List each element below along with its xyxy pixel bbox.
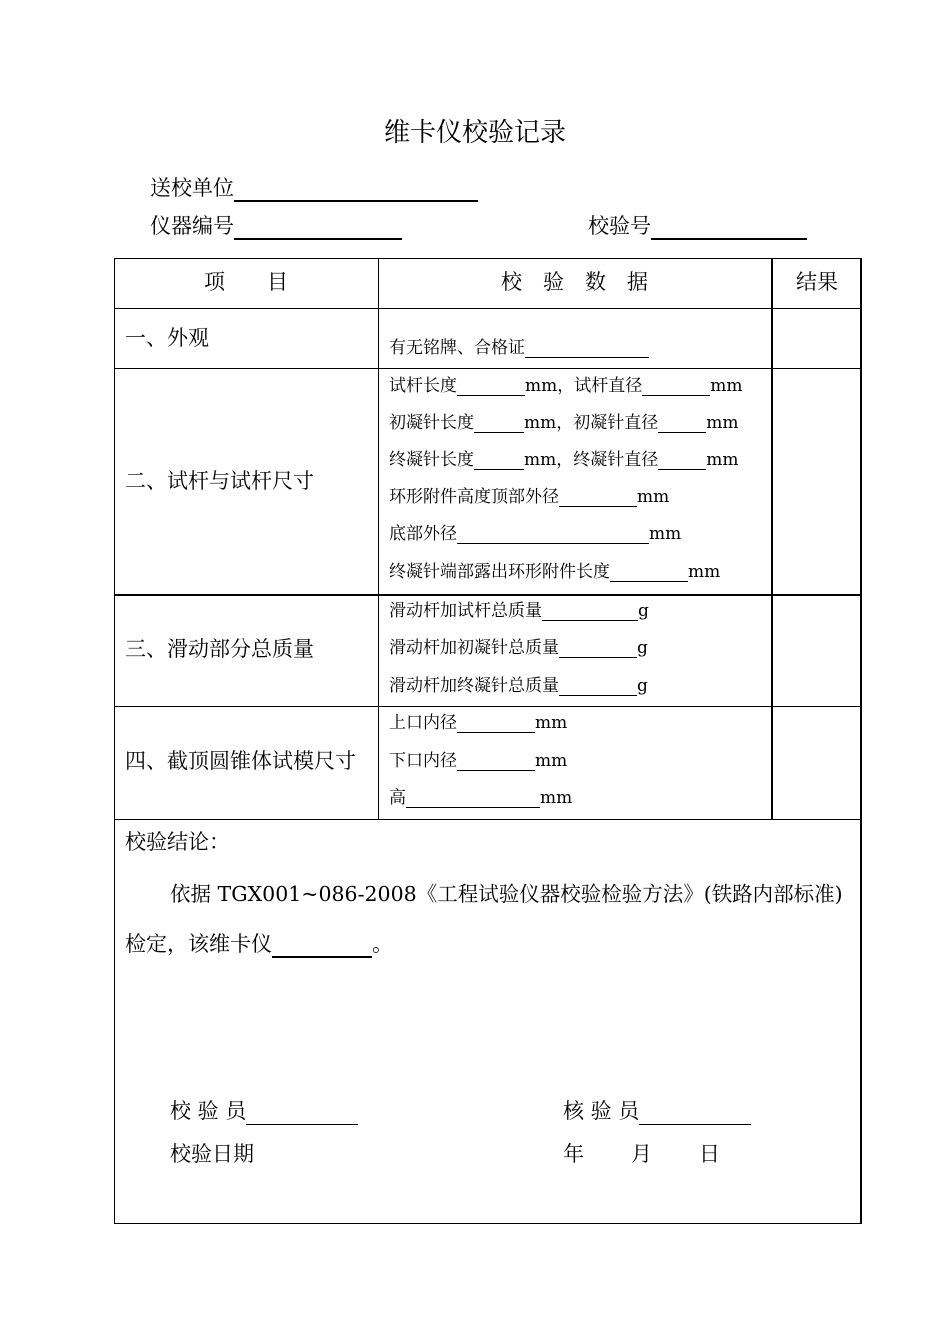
check-no-field [588,210,807,240]
data-line [389,371,743,396]
data-line-label: mm，终凝针直径 [524,450,659,470]
unit-input-line[interactable] [234,178,478,202]
conclusion-text-post: 。 [372,932,393,956]
data-line [389,633,648,658]
data-line-label: mm，试杆直径 [525,376,643,396]
check-no-input-line[interactable] [651,216,807,240]
row-item-appearance: 一、外观 [125,326,209,350]
row-divider [114,368,862,369]
data-input-line[interactable] [457,752,535,771]
data-line-label: 终凝针长度 [389,450,474,470]
data-line-label: 滑动杆加终凝针总质量 [389,676,559,696]
data-input-line[interactable] [559,639,637,658]
data-line-unit: mm [535,751,568,771]
col-header-result: 结果 [796,270,838,294]
unit-field [150,172,478,202]
row-divider [114,706,862,707]
col-header-item: 项 目 [204,270,288,294]
data-input-line[interactable] [542,602,638,621]
row-divider [114,308,862,309]
data-input-line[interactable] [658,414,706,433]
date-day: 日 [699,1142,720,1166]
data-input-line[interactable] [457,714,535,733]
reviewer-field [563,1095,751,1125]
data-line-unit: mm [688,562,721,582]
data-input-line[interactable] [457,525,649,544]
data-line-unit: g [638,601,649,621]
data-input-line[interactable] [474,451,524,470]
data-line-unit: mm [540,788,573,808]
row-divider [114,819,862,820]
data-line-unit: g [637,676,648,696]
data-line-unit: g [637,638,648,658]
row-item-mold-size: 四、截顶圆锥体试模尺寸 [125,749,356,773]
row-item-needle-size: 二、试杆与试杆尺寸 [125,469,314,493]
data-line [389,746,567,771]
data-input-line[interactable] [474,414,524,433]
page-title: 维卡仪校验记录 [383,118,566,148]
unit-label: 送校单位 [150,176,234,200]
data-input-line[interactable] [457,377,525,396]
checker-field [170,1095,358,1125]
data-line-label: 试杆长度 [389,376,457,396]
checker-label: 校 验 员 [170,1099,247,1123]
data-line-label: 初凝针长度 [389,413,474,433]
conclusion-text-pre: 检定，该维卡仪 [125,932,272,956]
check-date-label: 校验日期 [170,1142,254,1166]
data-line [389,671,648,696]
instrument-no-input-line[interactable] [234,216,402,240]
conclusion-text-2 [125,928,393,958]
instrument-no-field [150,210,402,240]
data-line-label: 上口内径 [389,713,457,733]
data-line [389,783,572,808]
data-input-line[interactable] [406,789,540,808]
col-divider [771,258,773,819]
data-input-line[interactable] [642,377,710,396]
data-line-label: 下口内径 [389,751,457,771]
data-line-label: 有无铭牌、合格证 [389,338,525,358]
conclusion-text: 依据 TGX001~086-2008《工程试验仪器校验检验方法》(铁路内部标准) [170,882,843,906]
data-line-unit: mm [649,524,682,544]
date-month: 月 [631,1142,652,1166]
data-line-unit: mm [710,376,743,396]
instrument-no-label: 仪器编号 [150,214,234,238]
data-line [389,519,681,544]
data-input-line[interactable] [559,488,637,507]
data-line-label: 高 [389,788,406,808]
check-no-label: 校验号 [588,214,651,238]
data-line [389,596,649,621]
record-table [114,258,862,1224]
date-year: 年 [563,1142,584,1166]
checker-input-line[interactable] [246,1104,358,1125]
data-line [389,708,567,733]
data-line-label: 滑动杆加试杆总质量 [389,601,542,621]
reviewer-input-line[interactable] [639,1104,751,1125]
data-line [389,482,669,507]
conclusion-input-line[interactable] [272,934,372,958]
data-line [389,408,739,433]
data-input-line[interactable] [610,563,688,582]
data-line [389,445,739,470]
reviewer-label: 核 验 员 [563,1099,640,1123]
data-line-label: 终凝针端部露出环形附件长度 [389,562,610,582]
data-input-line[interactable] [559,677,637,696]
data-line-label: 滑动杆加初凝针总质量 [389,638,559,658]
data-input-line[interactable] [525,339,649,358]
data-line-label: mm，初凝针直径 [524,413,659,433]
data-line-unit: mm [637,487,670,507]
data-line [389,557,720,582]
row-item-sliding-mass: 三、滑动部分总质量 [125,637,314,661]
col-header-data: 校 验 数 据 [501,270,648,294]
data-line [389,333,649,358]
data-line-label: 环形附件高度顶部外径 [389,487,559,507]
data-line-unit: mm [706,450,739,470]
data-line-unit: mm [706,413,739,433]
data-input-line[interactable] [658,451,706,470]
data-line-unit: mm [535,713,568,733]
conclusion-label: 校验结论： [125,830,230,854]
col-divider [378,258,379,819]
data-line-label: 底部外径 [389,524,457,544]
